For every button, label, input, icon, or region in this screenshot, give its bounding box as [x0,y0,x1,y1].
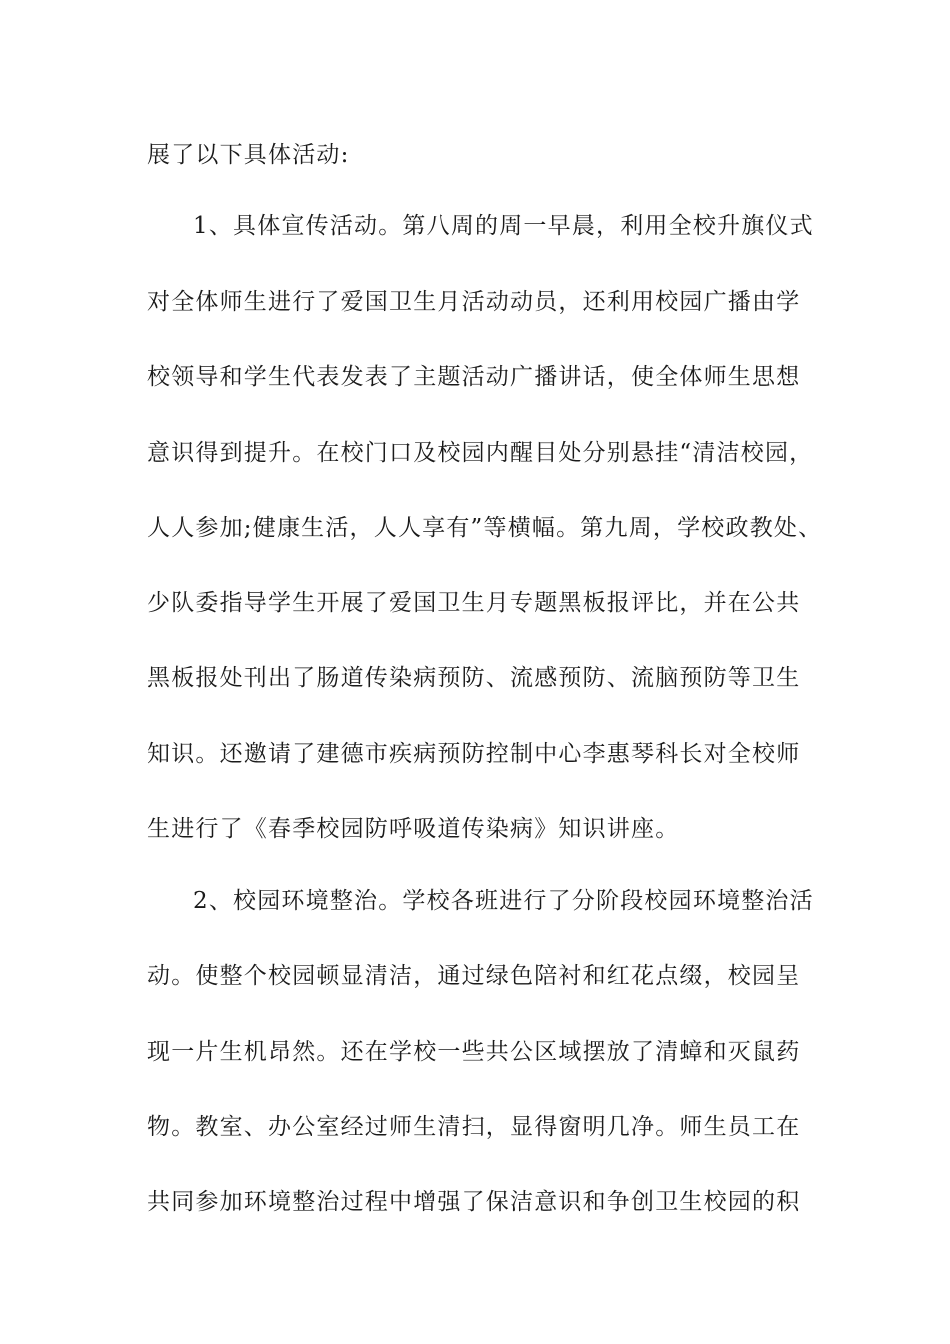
text-line: 共同参加环境整治过程中增强了保洁意识和争创卫生校园的积 [147,1189,801,1215]
text-line: 校领导和学生代表发表了主题活动广播讲话，使全体师生思想 [147,364,801,390]
paragraph-1-first-line: 1、具体宣传活动。第八周的周一早晨，利用全校升旗仪式 [193,213,814,239]
paragraph-2-first-line: 2、校园环境整治。学校各班进行了分阶段校园环境整治活 [193,888,814,914]
text-line: 物。教室、办公室经过师生清扫，显得窗明几净。师生员工在 [147,1114,801,1140]
text-line: 对全体师生进行了爱国卫生月活动动员，还利用校园广播由学 [147,289,801,315]
text-line: 现一片生机昂然。还在学校一些共公区域摆放了清蟑和灭鼠药 [147,1039,801,1065]
text-line: 动。使整个校园顿显清洁，通过绿色陪衬和红花点缀，校园呈 [147,963,801,989]
text-line: 展了以下具体活动: [147,142,350,168]
text-line: 黑板报处刊出了肠道传染病预防、流感预防、流脑预防等卫生 [147,665,801,691]
text-line: 意识得到提升。在校门口及校园内醒目处分别悬挂“清洁校园， [147,440,814,466]
text-line: 少队委指导学生开展了爱国卫生月专题黑板报评比，并在公共 [147,590,801,616]
text-line: 知识。还邀请了建德市疾病预防控制中心李惠琴科长对全校师 [147,741,801,767]
text-line: 生进行了《春季校园防呼吸道传染病》知识讲座。 [147,816,680,842]
text-line: 人人参加;健康生活，人人享有”等横幅。第九周，学校政教处、 [147,515,823,541]
